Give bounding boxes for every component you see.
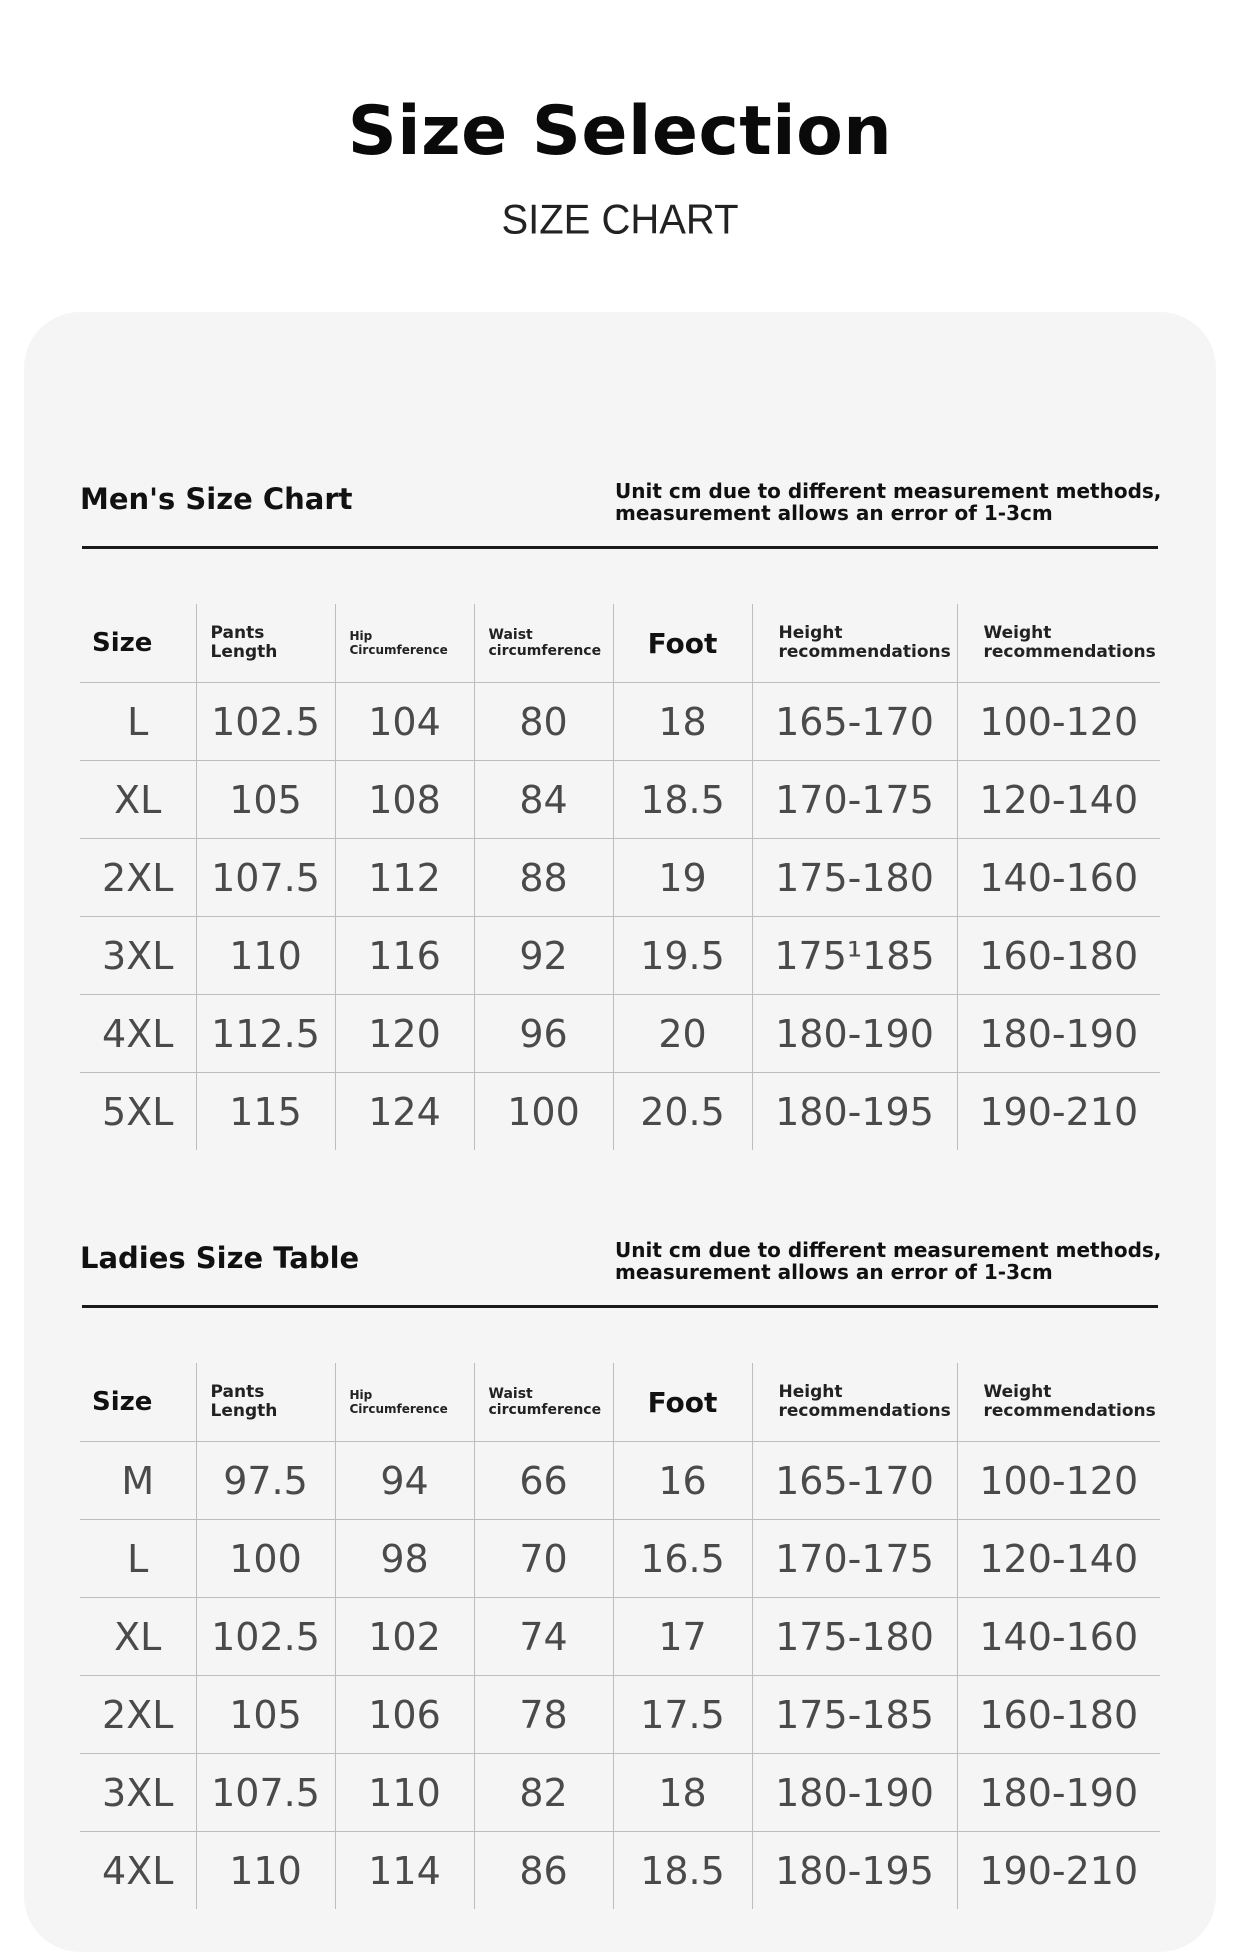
table-row <box>80 1442 1160 1520</box>
cell-hip: 102 <box>335 1598 474 1676</box>
cell-size: 3XL <box>80 1754 196 1832</box>
cell-size: L <box>80 683 196 761</box>
cell-hip: 120 <box>335 995 474 1073</box>
cell-weight: 190-210 <box>957 1832 1160 1910</box>
cell-pants-length: 105 <box>196 761 335 839</box>
cell-height: 165-170 <box>752 683 957 761</box>
cell-weight: 100-120 <box>957 683 1160 761</box>
cell-height: 180-195 <box>752 1073 957 1151</box>
cell-size: 2XL <box>80 839 196 917</box>
cell-waist: 84 <box>474 761 613 839</box>
cell-weight: 160-180 <box>957 917 1160 995</box>
col-header-height: Height recommendations <box>752 604 957 683</box>
cell-pants-length: 107.5 <box>196 1754 335 1832</box>
col-header-pants-length: Pants Length <box>196 604 335 683</box>
col-header-waist: Waist circumference <box>474 1363 613 1442</box>
cell-pants-length: 102.5 <box>196 683 335 761</box>
table-header-row <box>80 1363 1160 1442</box>
cell-weight: 120-140 <box>957 761 1160 839</box>
col-header-hip: Hip Circumference <box>335 604 474 683</box>
section-title: Ladies Size Table <box>80 1241 360 1275</box>
cell-hip: 110 <box>335 1754 474 1832</box>
divider <box>82 546 1158 549</box>
cell-height: 180-195 <box>752 1832 957 1910</box>
cell-hip: 98 <box>335 1520 474 1598</box>
cell-foot: 18 <box>613 683 752 761</box>
table-header-row <box>80 604 1160 683</box>
cell-waist: 86 <box>474 1832 613 1910</box>
cell-foot: 20 <box>613 995 752 1073</box>
cell-hip: 112 <box>335 839 474 917</box>
col-header-size: Size <box>80 1363 196 1442</box>
cell-hip: 104 <box>335 683 474 761</box>
cell-waist: 78 <box>474 1676 613 1754</box>
cell-hip: 124 <box>335 1073 474 1151</box>
cell-size: 5XL <box>80 1073 196 1151</box>
cell-height: 165-170 <box>752 1442 957 1520</box>
cell-pants-length: 102.5 <box>196 1598 335 1676</box>
cell-pants-length: 97.5 <box>196 1442 335 1520</box>
cell-foot: 20.5 <box>613 1073 752 1151</box>
table-row <box>80 1754 1160 1832</box>
cell-waist: 70 <box>474 1520 613 1598</box>
page-title: Size Selection <box>347 92 893 171</box>
cell-foot: 19.5 <box>613 917 752 995</box>
table-row <box>80 1598 1160 1676</box>
measurement-note: Unit cm due to different measurement methods, measurement allows an error of 1-3cm <box>615 479 1162 525</box>
cell-waist: 88 <box>474 839 613 917</box>
table-row <box>80 995 1160 1073</box>
cell-size: 4XL <box>80 995 196 1073</box>
cell-foot: 18.5 <box>613 1832 752 1910</box>
cell-foot: 17.5 <box>613 1676 752 1754</box>
cell-size: 3XL <box>80 917 196 995</box>
cell-size: XL <box>80 1598 196 1676</box>
cell-height: 170-175 <box>752 1520 957 1598</box>
cell-foot: 18.5 <box>613 761 752 839</box>
col-header-waist: Waist circumference <box>474 604 613 683</box>
cell-waist: 100 <box>474 1073 613 1151</box>
cell-height: 175-180 <box>752 839 957 917</box>
col-header-weight: Weight recommendations <box>957 1363 1160 1442</box>
divider <box>82 1305 1158 1308</box>
table-row <box>80 1073 1160 1151</box>
cell-weight: 190-210 <box>957 1073 1160 1151</box>
cell-pants-length: 110 <box>196 917 335 995</box>
cell-weight: 160-180 <box>957 1676 1160 1754</box>
cell-weight: 180-190 <box>957 995 1160 1073</box>
col-header-pants-length: Pants Length <box>196 1363 335 1442</box>
cell-height: 180-190 <box>752 995 957 1073</box>
col-header-weight: Weight recommendations <box>957 604 1160 683</box>
cell-size: 2XL <box>80 1676 196 1754</box>
cell-height: 175¹185 <box>752 917 957 995</box>
cell-waist: 92 <box>474 917 613 995</box>
cell-pants-length: 100 <box>196 1520 335 1598</box>
cell-hip: 94 <box>335 1442 474 1520</box>
cell-hip: 116 <box>335 917 474 995</box>
cell-size: L <box>80 1520 196 1598</box>
cell-weight: 100-120 <box>957 1442 1160 1520</box>
cell-foot: 16 <box>613 1442 752 1520</box>
cell-waist: 80 <box>474 683 613 761</box>
cell-pants-length: 105 <box>196 1676 335 1754</box>
cell-waist: 96 <box>474 995 613 1073</box>
col-header-size: Size <box>80 604 196 683</box>
table-row <box>80 917 1160 995</box>
cell-pants-length: 112.5 <box>196 995 335 1073</box>
cell-weight: 180-190 <box>957 1754 1160 1832</box>
cell-weight: 140-160 <box>957 1598 1160 1676</box>
cell-foot: 16.5 <box>613 1520 752 1598</box>
table-row <box>80 839 1160 917</box>
cell-foot: 18 <box>613 1754 752 1832</box>
cell-hip: 114 <box>335 1832 474 1910</box>
cell-hip: 106 <box>335 1676 474 1754</box>
cell-size: M <box>80 1442 196 1520</box>
cell-foot: 17 <box>613 1598 752 1676</box>
page-subtitle: SIZE CHART <box>501 196 739 244</box>
col-header-hip: Hip Circumference <box>335 1363 474 1442</box>
cell-size: XL <box>80 761 196 839</box>
section-title: Men's Size Chart <box>80 482 353 516</box>
cell-pants-length: 107.5 <box>196 839 335 917</box>
cell-weight: 140-160 <box>957 839 1160 917</box>
cell-height: 180-190 <box>752 1754 957 1832</box>
cell-pants-length: 115 <box>196 1073 335 1151</box>
cell-height: 170-175 <box>752 761 957 839</box>
cell-foot: 19 <box>613 839 752 917</box>
cell-weight: 120-140 <box>957 1520 1160 1598</box>
cell-hip: 108 <box>335 761 474 839</box>
table-row <box>80 1520 1160 1598</box>
table-row <box>80 1832 1160 1910</box>
mens-size-table <box>80 604 1160 1150</box>
cell-height: 175-180 <box>752 1598 957 1676</box>
cell-pants-length: 110 <box>196 1832 335 1910</box>
ladies-size-table <box>80 1363 1160 1909</box>
measurement-note: Unit cm due to different measurement methods, measurement allows an error of 1-3cm <box>615 1238 1162 1284</box>
table-row <box>80 683 1160 761</box>
col-header-foot: Foot <box>613 1363 752 1442</box>
cell-waist: 74 <box>474 1598 613 1676</box>
col-header-height: Height recommendations <box>752 1363 957 1442</box>
cell-waist: 82 <box>474 1754 613 1832</box>
table-row <box>80 1676 1160 1754</box>
cell-size: 4XL <box>80 1832 196 1910</box>
cell-height: 175-185 <box>752 1676 957 1754</box>
table-row <box>80 761 1160 839</box>
col-header-foot: Foot <box>613 604 752 683</box>
cell-waist: 66 <box>474 1442 613 1520</box>
